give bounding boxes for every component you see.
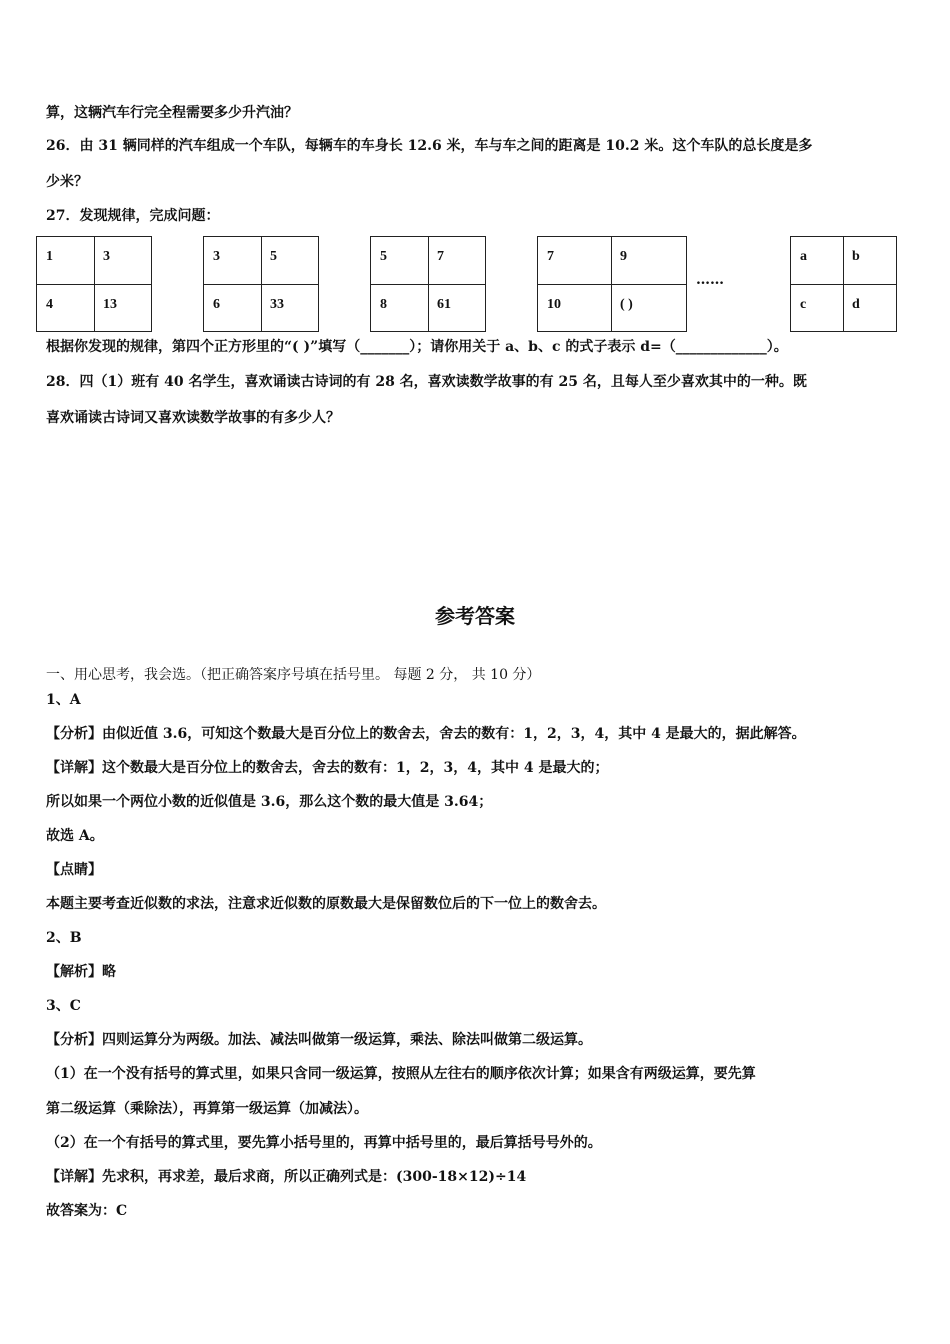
pattern-square-4 [537, 236, 687, 332]
pattern-square-1 [36, 236, 152, 332]
pattern-square-2 [203, 236, 319, 332]
answer-1-choice: 故选 A。 [46, 828, 104, 844]
q26-line2: 少米？ [46, 174, 88, 190]
answer-1-tip: 本题主要考查近似数的求法，注意求近似数的原数最大是保留数位后的下一位上的数舍去。 [46, 896, 606, 912]
pattern-ellipsis: …… [696, 272, 724, 288]
answer-3: 3、C [46, 998, 81, 1014]
square-4-top-left: 7 [547, 249, 554, 264]
square-5-bottom-right: d [852, 297, 860, 312]
q28-line1: 28．四（1）班有 40 名学生，喜欢诵读古诗词的有 28 名，喜欢读数学故事的有 25 名，且每人至少喜欢其中的一种。既 [46, 374, 807, 390]
pattern-square-general [790, 236, 897, 332]
square-2-top-right: 5 [270, 249, 277, 264]
answer-3-point-1-line2: 第二级运算（乘除法），再算第一级运算（加减法）。 [46, 1101, 368, 1117]
square-3-bottom-left: 8 [380, 297, 387, 312]
answer-1-analysis: 【分析】由似近值 3.6，可知这个数最大是百分位上的数舍去，舍去的数有：1，2，3，4，其中 4 是最大的，据此解答。 [46, 726, 806, 742]
answer-3-analysis: 【分析】四则运算分为两级。加法、减法叫做第一级运算，乘法、除法叫做第二级运算。 [46, 1032, 592, 1048]
square-1-bottom-left: 4 [46, 297, 53, 312]
q25-tail: 算，这辆汽车行完全程需要多少升汽油？ [46, 105, 298, 121]
square-4-top-right: 9 [620, 249, 627, 264]
q27-heading: 27．发现规律，完成问题： [46, 208, 220, 224]
answer-1: 1、A [46, 692, 81, 708]
square-1-top-right: 3 [103, 249, 110, 264]
answers-section-heading: 一、用心思考，我会选。（把正确答案序号填在括号里。 每题 2 分， 共 10 分） [46, 667, 541, 683]
square-3-top-right: 7 [437, 249, 444, 264]
square-1-top-left: 1 [46, 249, 53, 264]
square-2-top-left: 3 [213, 249, 220, 264]
answer-3-point-1-line1: （1）在一个没有括号的算式里，如果只含同一级运算，按照从左往右的顺序依次计算；如果含有两级运算，要先算 [46, 1066, 756, 1082]
q27-prompt: 根据你发现的规律，第四个正方形里的“( )”填写（_______）；请你用关于 a、b、c 的式子表示 d=（_____________）。 [46, 339, 788, 355]
q26-line1: 26．由 31 辆同样的汽车组成一个车队，每辆车的车身长 12.6 米，车与车之间的距离是 10.2 米。这个车队的总长度是多 [46, 138, 813, 154]
square-2-bottom-right: 33 [270, 297, 284, 312]
answer-3-point-2: （2）在一个有括号的算式里，要先算小括号里的，再算中括号里的，最后算括号号外的。 [46, 1135, 602, 1151]
answer-3-final: 故答案为：C [46, 1203, 128, 1219]
square-2-bottom-left: 6 [213, 297, 220, 312]
answer-1-tip-label: 【点睛】 [46, 862, 102, 878]
square-4-bottom-right: ( ) [620, 297, 633, 312]
square-5-bottom-left: c [800, 297, 807, 312]
answers-title: 参考答案 [435, 604, 515, 628]
q28-line2: 喜欢诵读古诗词又喜欢读数学故事的有多少人？ [46, 410, 340, 426]
square-3-top-left: 5 [380, 249, 387, 264]
square-3-bottom-right: 61 [437, 297, 451, 312]
square-1-bottom-right: 13 [103, 297, 117, 312]
square-5-top-left: a [800, 249, 807, 264]
answer-1-detail: 【详解】这个数最大是百分位上的数舍去，舍去的数有：1，2，3，4，其中 4 是最大的； [46, 760, 609, 776]
square-5-top-right: b [852, 249, 860, 264]
answer-2: 2、B [46, 930, 82, 946]
pattern-square-3 [370, 236, 486, 332]
answer-1-detail-2: 所以如果一个两位小数的近似值是 3.6，那么这个数的最大值是 3.64； [46, 794, 493, 810]
answer-2-analysis: 【解析】略 [46, 964, 116, 980]
answer-3-detail: 【详解】先求积，再求差，最后求商，所以正确列式是：(300-18×12)÷14 [46, 1169, 527, 1185]
square-4-bottom-left: 10 [547, 297, 561, 312]
